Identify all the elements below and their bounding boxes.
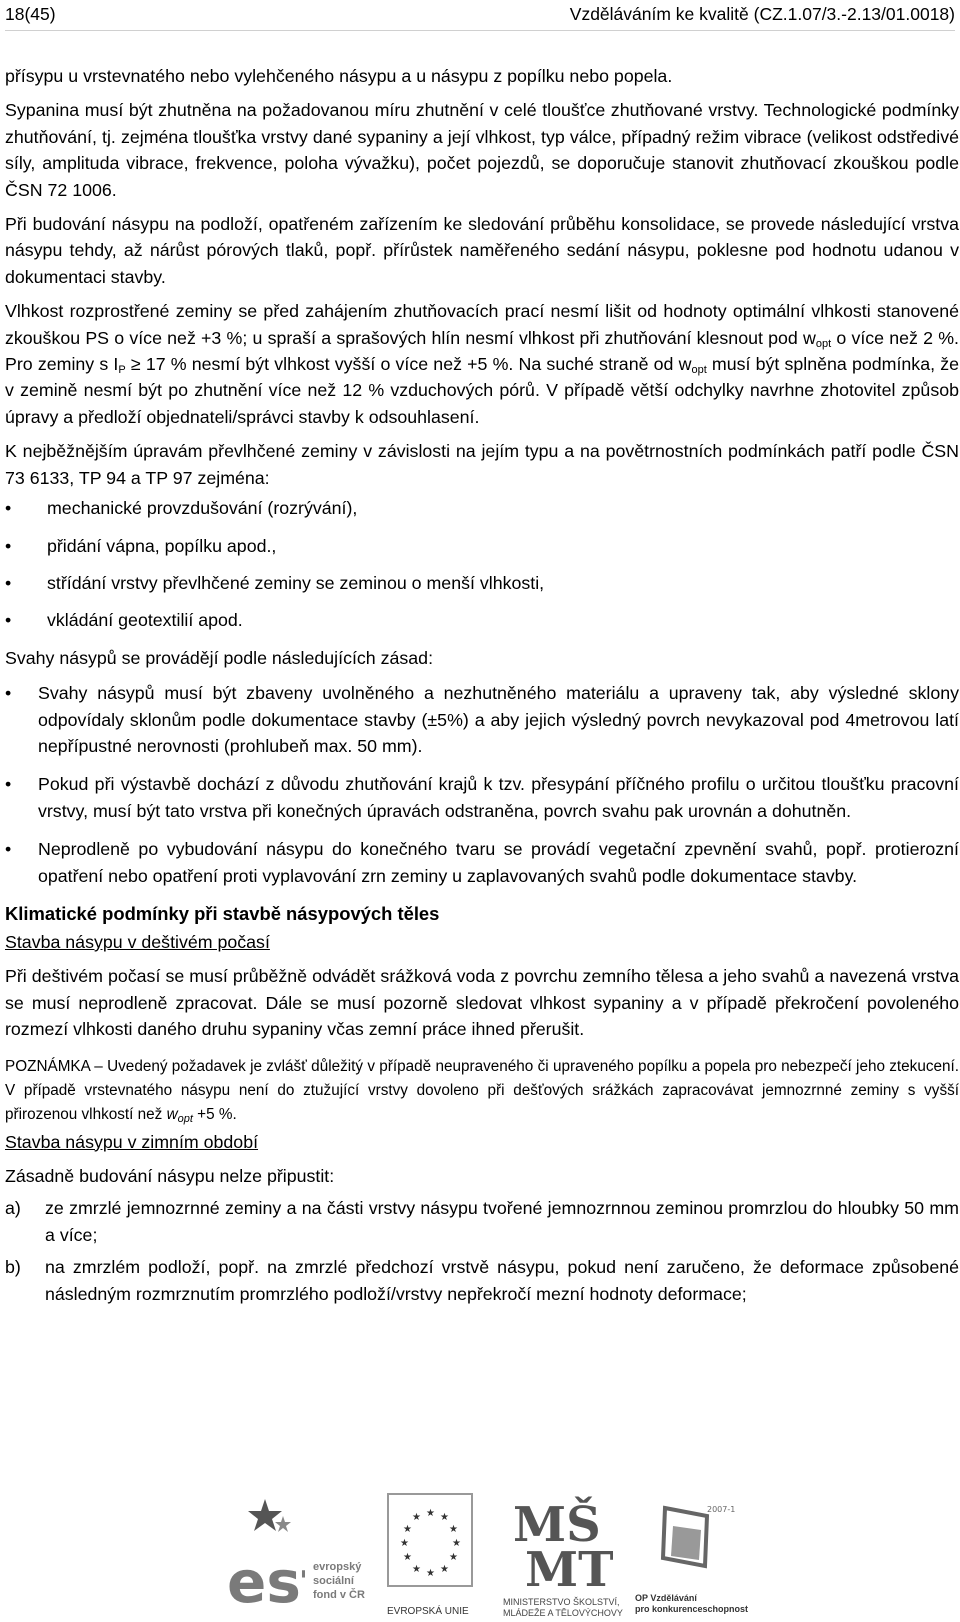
- esf-text: sociální: [313, 1575, 354, 1587]
- svg-text:MŠ: MŠ: [513, 1497, 601, 1553]
- msmt-logo: [503, 1486, 633, 1622]
- document-body: [5, 63, 959, 1307]
- bullet-icon: •: [5, 683, 12, 704]
- page-number: 18(45): [5, 4, 56, 24]
- svg-text:esf: es: [227, 1548, 301, 1614]
- svg-text:★: ★: [452, 1538, 461, 1549]
- project-code: Vzděláváním ke kvalitě (CZ.1.07/3.-2.13/01.0018): [569, 4, 955, 24]
- esf-text: fond v ČR: [313, 1589, 365, 1601]
- paragraph: Při deštivém počasí se musí průběžně odvádět srážková voda z povrchu zemního tělesa a jeho svahů a navezená vrstva se musí neprodleně zpracovat. Dále se musí pozorně sledovat vlhkost sypaniny a v případě překročení povoleného rozmezí vlhkosti daného druhu sypaniny včas zemní práce ihned přerušit.: [5, 966, 959, 1040]
- paragraph: Zásadně budování násypu nelze připustit:: [5, 1166, 335, 1186]
- svg-text:★: ★: [440, 1512, 449, 1523]
- bullet-list: [5, 680, 959, 889]
- paragraph-moisture: Vlhkost rozprostřené zeminy se před zahájením zhutňovacích prací nesmí lišit od hodnoty optimální vlhkosti stanovené zkouškou PS o více než +3 %; u spraší a sprašových hlín nesmí vlhkost při zhutňování klesnout pod $w_{opt}$ o více než 2 %. Pro zeminy s $I_P \ge 17$ % nesmí být vlhkost vyšší o více než +5 %. Na suché straně od $w_{opt}$ musí být splněna podmínka, že v zemině nesmí být po zhutnění více než 12 % vzduchových pórů. V případě větší odchylky navrhne zhotovitel způsob úpravy a předloží objednateli/správci stavby k odsouhlasení.: [5, 301, 959, 427]
- eu-text: EVROPSKÁ UNIE: [387, 1606, 469, 1617]
- list-item: • střídání vrstvy převlhčené zeminy se zeminou o menší vlhkosti,: [5, 570, 959, 596]
- eu-flag-icon: [385, 1486, 475, 1596]
- svg-text:★: ★: [412, 1512, 421, 1523]
- subheading: Stavba násypu v deštivém počasí: [5, 931, 270, 952]
- svg-text:2007-13: 2007-1: [707, 1505, 735, 1514]
- svg-text:★: ★: [403, 1524, 412, 1535]
- svg-text:★: ★: [449, 1524, 458, 1535]
- bullet-icon: •: [5, 610, 12, 631]
- svg-text:★: ★: [426, 1508, 435, 1519]
- svg-text:★: ★: [440, 1564, 449, 1575]
- esf-logo: [225, 1494, 375, 1622]
- paragraph: Sypanina musí být zhutněna na požadovanou míru zhutnění v celé tloušťce zhutňované vrstvy. Technologické podmínky zhutňování, tj. zejména tloušťka vrstvy dané sypaniny a její vlhkost, typ válce, případný režim vibrace (velikost odstředivé síly, amplituda vibrace, frekvence, poloha vývažku), počet pojezdů, se doporučuje stanovit zhutňovací zkouškou podle ČSN 72 1006.: [5, 100, 959, 200]
- bullet-icon: •: [5, 498, 12, 519]
- bullet-icon: •: [5, 839, 12, 860]
- bullet-icon: •: [5, 774, 12, 795]
- list-item: • Svahy násypů musí být zbaveny uvolněného a nezhutněného materiálu a upraveny tak, aby výsledné sklony odpovídaly sklonům podle dokumentace stavby (±5%) a aby jejich výsledný povrch nevykazoval pod 4metrovou latí nepřípustné nerovnosti (prohlubeň max. 50 mm).: [5, 680, 959, 759]
- svg-text:★: ★: [400, 1538, 409, 1549]
- bullet-icon: •: [5, 572, 12, 593]
- msmt-text: MINISTERSTVO ŠKOLSTVÍ,: [503, 1597, 620, 1607]
- paragraph: Při budování násypu na podloží, opatřeném zařízením ke sledování průběhu konsolidace, se provede následující vrstva násypu tehdy, až nárůst pórových tlaků, popř. přírůstek naměřeného sedání násypu, poklesne pod hodnotu udanou v dokumentaci stavby.: [5, 214, 959, 287]
- op-mark-icon: [635, 1486, 735, 1586]
- paragraph: Svahy násypů se provádějí podle následujících zásad:: [5, 647, 434, 668]
- list-item: • vkládání geotextilií apod.: [5, 607, 959, 633]
- lettered-list: [5, 1195, 959, 1307]
- esf-mark-icon: [225, 1494, 305, 1614]
- list-item: • mechanické provzdušování (rozrývání),: [5, 495, 959, 521]
- svg-text:★: ★: [412, 1564, 421, 1575]
- paragraph: přísypu u vrstevnatého nebo vylehčeného násypu a u násypu z popílku nebo popela.: [5, 66, 673, 86]
- msmt-mark-icon: [503, 1486, 613, 1596]
- list-item: • přidání vápna, popílku apod.,: [5, 533, 959, 559]
- msmt-text: MLÁDEŽE A TĚLOVÝCHOVY: [503, 1608, 623, 1618]
- paragraph: K nejběžnějším úpravám převlhčené zeminy v závislosti na jejím typu a na povětrnostních podmínkách patří podle ČSN 73 6133, TP 94 a TP 97 zejména:: [5, 441, 959, 488]
- op-text: pro konkurenceschopnost: [635, 1604, 749, 1614]
- list-item: b) na zmrzlém podloží, popř. na zmrzlé předchozí vrstvě násypu, pokud není zaručeno, že deformace způsobené následným rozmrznutím promrzlého podloží/vrstvy nepřekročí mezní hodnoty deformace;: [5, 1257, 959, 1304]
- footer-logos: [225, 1486, 749, 1622]
- subheading: Stavba násypu v zimním období: [5, 1131, 259, 1152]
- section-heading: Klimatické podmínky při stavbě násypových těles: [5, 902, 440, 924]
- bullet-icon: •: [5, 535, 12, 556]
- svg-text:★: ★: [403, 1552, 412, 1563]
- eu-logo: [385, 1486, 495, 1622]
- op-text: OP Vzdělávání: [635, 1593, 697, 1603]
- list-item: • Neprodleně po vybudování násypu do konečného tvaru se provádí vegetační zpevnění svahů, popř. protierozní opatření nebo opatření proti vyplavování zrn zeminy u zaplavovaných svahů podle dokumentace stavby.: [5, 836, 959, 889]
- bullet-list: [5, 495, 959, 634]
- esf-text: evropský: [313, 1561, 362, 1573]
- page-header: [5, 4, 955, 31]
- svg-text:★: ★: [426, 1568, 435, 1579]
- op-logo: [635, 1486, 749, 1622]
- svg-text:★: ★: [449, 1552, 458, 1563]
- list-item: • Pokud při výstavbě dochází z důvodu zhutňování krajů k tzv. přesypání příčného profilu o určitou tloušťku pracovní vrstvy, musí být tato vrstva při konečných úpravách odstraněna, povrch svahu pak urovnán a dohutněn.: [5, 771, 959, 824]
- list-item: a) ze zmrzlé jemnozrnné zeminy a na části vrstvy násypu tvořené jemnozrnnou zeminou promrzlou do hloubky 50 mm a více;: [5, 1198, 959, 1245]
- svg-text:MT: MT: [525, 1542, 613, 1596]
- note: POZNÁMKA – Uvedený požadavek je zvlášť důležitý v případě neupraveného či upraveného popílku a popela pro nebezpečí jeho ztekucení. V případě vrstevnatého násypu není do ztužující vrstvy dovoleno při dešťových srážkách zapracovávat jemnozrnné zeminy s vyšší přirozenou vlhkostí než $w_{opt} +5$ %.: [5, 1057, 959, 1125]
